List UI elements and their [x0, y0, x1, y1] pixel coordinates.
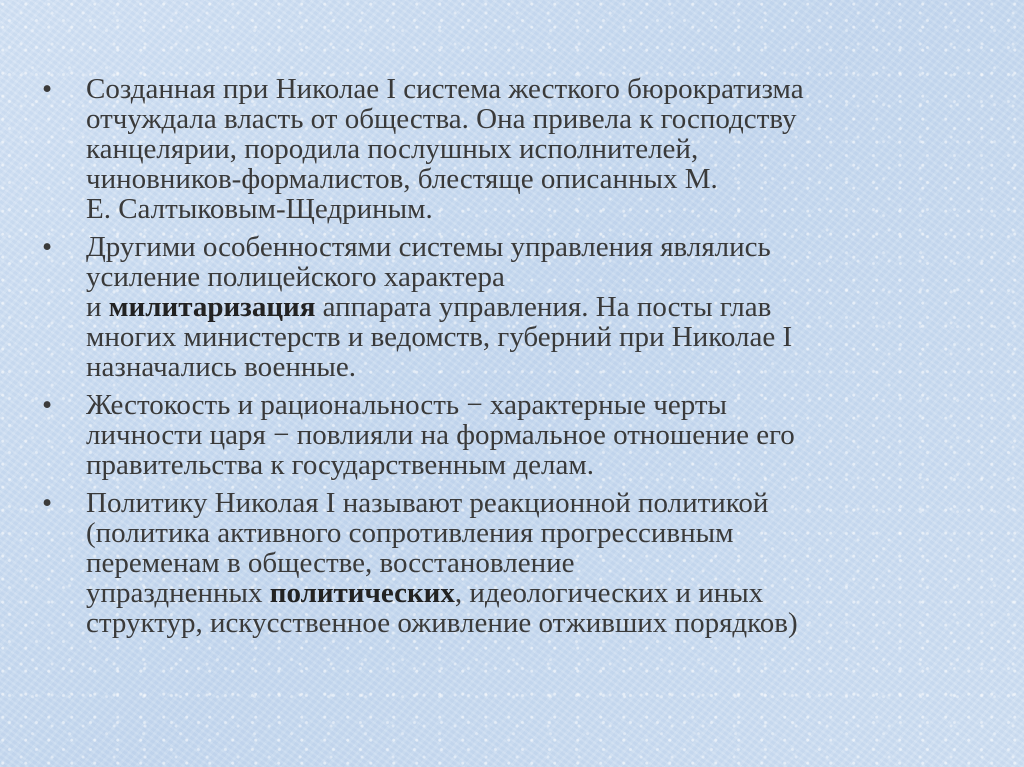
bullet-item: [36, 488, 956, 638]
bullet-icon: •: [42, 487, 53, 519]
text-line: [86, 164, 956, 194]
text-run: назначались военные.: [86, 351, 356, 383]
text-run: канцелярии, породила послушных исполнителей,: [86, 133, 699, 165]
text-line: [86, 194, 956, 224]
text-run: Созданная при Николае I система жесткого бюрократизма: [86, 73, 804, 105]
text-run: структур, искусственное оживление отживших порядков): [86, 607, 798, 639]
text-line: [86, 578, 956, 608]
bullet-text: [86, 488, 956, 638]
bullet-text: [86, 390, 956, 480]
bullet-item: [36, 74, 956, 224]
bullet-item: [36, 390, 956, 480]
text-run: (политика активного сопротивления прогрессивным: [86, 517, 734, 549]
bullet-list: [36, 74, 956, 638]
text-line: [86, 134, 956, 164]
text-run: Другими особенностями системы управления являлись: [86, 231, 771, 263]
slide-content: [36, 74, 956, 646]
text-line: [86, 104, 956, 134]
text-line: [86, 292, 956, 322]
text-line: [86, 262, 956, 292]
bold-term: милитаризация: [108, 291, 316, 323]
text-run: усиление полицейского характера: [86, 261, 505, 293]
text-run: переменам в обществе, восстановление: [86, 547, 575, 579]
text-run: , идеологических и иных: [454, 577, 764, 609]
text-line: [86, 548, 956, 578]
bullet-text: [86, 74, 956, 224]
bullet-icon: •: [42, 73, 53, 105]
text-line: [86, 390, 956, 420]
text-run: отчуждала власть от общества. Она привела к господству: [86, 103, 797, 135]
text-line: [86, 74, 956, 104]
text-run: Жестокость и рациональность − характерные черты: [86, 389, 727, 421]
text-run: правительства к государственным делам.: [86, 449, 594, 481]
text-line: [86, 450, 956, 480]
text-line: [86, 488, 956, 518]
text-run: Политику Николая I называют реакционной политикой: [86, 487, 769, 519]
text-run: упраздненных: [86, 577, 270, 609]
text-run: Е. Салтыковым-Щедриным.: [86, 193, 433, 225]
bullet-item: [36, 232, 956, 382]
bullet-icon: •: [42, 231, 53, 263]
text-line: [86, 352, 956, 382]
bold-term: политических: [269, 577, 455, 609]
text-line: [86, 232, 956, 262]
text-line: [86, 420, 956, 450]
text-run: личности царя − повлияли на формальное отношение его: [86, 419, 795, 451]
text-run: аппарата управления. На посты глав: [315, 291, 772, 323]
text-run: многих министерств и ведомств, губерний при Николае I: [86, 321, 793, 353]
text-line: [86, 608, 956, 638]
text-run: чиновников-формалистов, блестяще описанных М.: [86, 163, 718, 195]
text-line: [86, 322, 956, 352]
bullet-icon: •: [42, 389, 53, 421]
text-line: [86, 518, 956, 548]
bullet-text: [86, 232, 956, 382]
text-run: и: [86, 291, 109, 323]
